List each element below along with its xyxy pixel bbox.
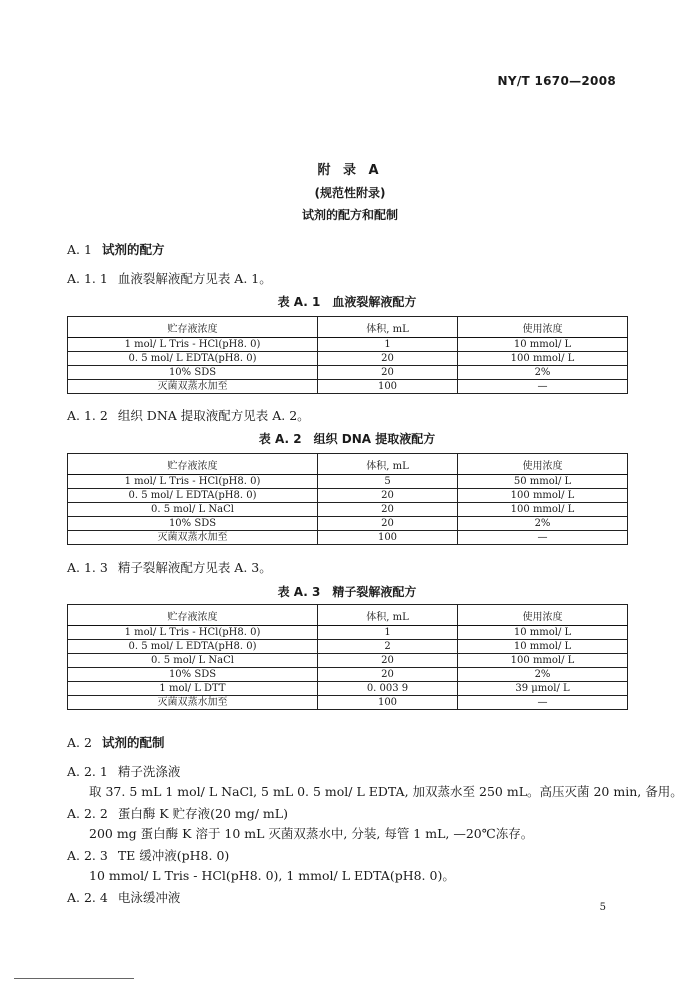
section-a2-2 xyxy=(67,804,627,844)
table-header-row xyxy=(68,454,628,475)
table-cell: 1 mol/ L Tris - HCl(pH8. 0) xyxy=(68,338,318,352)
clause-number: A. 2. 3 xyxy=(67,848,108,863)
table-cell: 1 xyxy=(318,338,458,352)
caption-number: 表 A. 1 xyxy=(277,295,321,309)
clause-title: TE 缓冲液(pH8. 0) xyxy=(117,848,230,863)
table-row xyxy=(68,640,628,654)
table-cell: — xyxy=(458,696,628,710)
table-cell: 10% SDS xyxy=(68,366,318,380)
table-cell: — xyxy=(458,531,628,545)
section-a1-3 xyxy=(67,558,627,578)
table-cell: 20 xyxy=(318,366,458,380)
table-cell: 0. 5 mol/ L EDTA(pH8. 0) xyxy=(68,489,318,503)
table-row xyxy=(68,696,628,710)
caption-title: 组织 DNA 提取液配方 xyxy=(313,432,436,446)
table-cell: 100 mmol/ L xyxy=(458,503,628,517)
column-header: 体积, mL xyxy=(318,454,458,475)
table-cell: 20 xyxy=(318,352,458,366)
table-cell: 20 xyxy=(318,654,458,668)
table-row xyxy=(68,380,628,394)
column-header: 贮存液浓度 xyxy=(68,605,318,626)
section-a2-3 xyxy=(67,846,627,886)
column-header: 使用浓度 xyxy=(458,605,628,626)
clause-body: 200 mg 蛋白酶 K 溶于 10 mL 灭菌双蒸水中, 分装, 每管 1 mL, —20℃冻存。 xyxy=(89,826,534,841)
section-a1-1 xyxy=(67,269,627,289)
clause-number: A. 1. 3 xyxy=(67,560,108,575)
table-a2 xyxy=(67,453,628,545)
standard-number: NY/T 1670—2008 xyxy=(497,74,616,88)
table-a3-caption xyxy=(67,582,627,602)
table-cell: 10% SDS xyxy=(68,517,318,531)
table-cell: 20 xyxy=(318,668,458,682)
appendix-label: 附 录 A xyxy=(317,163,383,178)
column-header: 体积, mL xyxy=(318,605,458,626)
section-a1 xyxy=(67,240,627,260)
table-cell: 10 mmol/ L xyxy=(458,626,628,640)
table-cell: 1 xyxy=(318,626,458,640)
page-number: 5 xyxy=(599,902,606,913)
clause-title: 蛋白酶 K 贮存液(20 mg/ mL) xyxy=(117,806,288,821)
section-a2-4 xyxy=(67,888,627,908)
table-cell: 灭菌双蒸水加至 xyxy=(68,380,318,394)
column-header: 使用浓度 xyxy=(458,317,628,338)
clause-text: 组织 DNA 提取液配方见表 A. 2。 xyxy=(117,408,310,423)
appendix-title: 试剂的配方和配制 xyxy=(301,208,398,222)
section-a2 xyxy=(67,733,627,753)
table-cell: 100 xyxy=(318,380,458,394)
clause-number: A. 2. 4 xyxy=(67,890,108,905)
section-number: A. 1 xyxy=(67,242,92,257)
table-cell: 50 mmol/ L xyxy=(458,475,628,489)
caption-title: 精子裂解液配方 xyxy=(332,585,417,599)
table-a1-caption xyxy=(67,292,627,312)
table-row xyxy=(68,366,628,380)
table-cell: 20 xyxy=(318,503,458,517)
table-row xyxy=(68,682,628,696)
table-cell: 0. 5 mol/ L NaCl xyxy=(68,654,318,668)
table-row xyxy=(68,475,628,489)
table-row xyxy=(68,517,628,531)
table-cell: 2% xyxy=(458,517,628,531)
table-row xyxy=(68,668,628,682)
table-row xyxy=(68,531,628,545)
clause-number: A. 2. 1 xyxy=(67,764,108,779)
table-cell: 0. 5 mol/ L NaCl xyxy=(68,503,318,517)
table-a3 xyxy=(67,604,628,710)
table-cell: 灭菌双蒸水加至 xyxy=(68,531,318,545)
column-header: 使用浓度 xyxy=(458,454,628,475)
table-cell: 100 xyxy=(318,696,458,710)
clause-body: 10 mmol/ L Tris - HCl(pH8. 0), 1 mmol/ L EDTA(pH8. 0)。 xyxy=(89,868,455,883)
caption-title: 血液裂解液配方 xyxy=(332,295,417,309)
table-cell: 2 xyxy=(318,640,458,654)
table-cell: 1 mol/ L Tris - HCl(pH8. 0) xyxy=(68,626,318,640)
table-a2-caption xyxy=(67,429,627,449)
table-cell: 0. 5 mol/ L EDTA(pH8. 0) xyxy=(68,640,318,654)
table-cell: 20 xyxy=(318,517,458,531)
table-cell: 10 mmol/ L xyxy=(458,338,628,352)
section-a1-2 xyxy=(67,406,627,426)
table-row xyxy=(68,654,628,668)
table-cell: 1 mol/ L Tris - HCl(pH8. 0) xyxy=(68,475,318,489)
table-header-row xyxy=(68,605,628,626)
clause-number: A. 1. 2 xyxy=(67,408,108,423)
table-cell: 100 xyxy=(318,531,458,545)
clause-text: 血液裂解液配方见表 A. 1。 xyxy=(117,271,272,286)
table-cell: 灭菌双蒸水加至 xyxy=(68,696,318,710)
clause-number: A. 1. 1 xyxy=(67,271,108,286)
table-cell: 100 mmol/ L xyxy=(458,489,628,503)
footer-rule xyxy=(14,978,134,979)
section-number: A. 2 xyxy=(67,735,92,750)
table-header-row xyxy=(68,317,628,338)
table-cell: — xyxy=(458,380,628,394)
table-cell: 100 mmol/ L xyxy=(458,654,628,668)
clause-body: 取 37. 5 mL 1 mol/ L NaCl, 5 mL 0. 5 mol/ L EDTA, 加双蒸水至 250 mL。高压灭菌 20 min, 备用。 xyxy=(89,784,683,799)
table-cell: 39 μmol/ L xyxy=(458,682,628,696)
table-cell: 100 mmol/ L xyxy=(458,352,628,366)
caption-number: 表 A. 2 xyxy=(258,432,302,446)
table-cell: 10% SDS xyxy=(68,668,318,682)
appendix-heading xyxy=(0,160,700,226)
table-row xyxy=(68,352,628,366)
table-row xyxy=(68,338,628,352)
table-row xyxy=(68,503,628,517)
table-a1 xyxy=(67,316,628,394)
column-header: 体积, mL xyxy=(318,317,458,338)
table-cell: 0. 5 mol/ L EDTA(pH8. 0) xyxy=(68,352,318,366)
clause-title: 电泳缓冲液 xyxy=(117,890,181,905)
clause-text: 精子裂解液配方见表 A. 3。 xyxy=(117,560,272,575)
table-cell: 20 xyxy=(318,489,458,503)
appendix-type: (规范性附录) xyxy=(314,186,386,200)
section-title: 试剂的配方 xyxy=(101,242,165,257)
table-cell: 1 mol/ L DTT xyxy=(68,682,318,696)
section-title: 试剂的配制 xyxy=(101,735,165,750)
table-row xyxy=(68,489,628,503)
column-header: 贮存液浓度 xyxy=(68,454,318,475)
column-header: 贮存液浓度 xyxy=(68,317,318,338)
clause-title: 精子洗涤液 xyxy=(117,764,181,779)
table-cell: 2% xyxy=(458,668,628,682)
table-cell: 10 mmol/ L xyxy=(458,640,628,654)
table-cell: 5 xyxy=(318,475,458,489)
table-cell: 2% xyxy=(458,366,628,380)
caption-number: 表 A. 3 xyxy=(277,585,321,599)
table-row xyxy=(68,626,628,640)
table-cell: 0. 003 9 xyxy=(318,682,458,696)
clause-number: A. 2. 2 xyxy=(67,806,108,821)
section-a2-1 xyxy=(67,762,683,802)
